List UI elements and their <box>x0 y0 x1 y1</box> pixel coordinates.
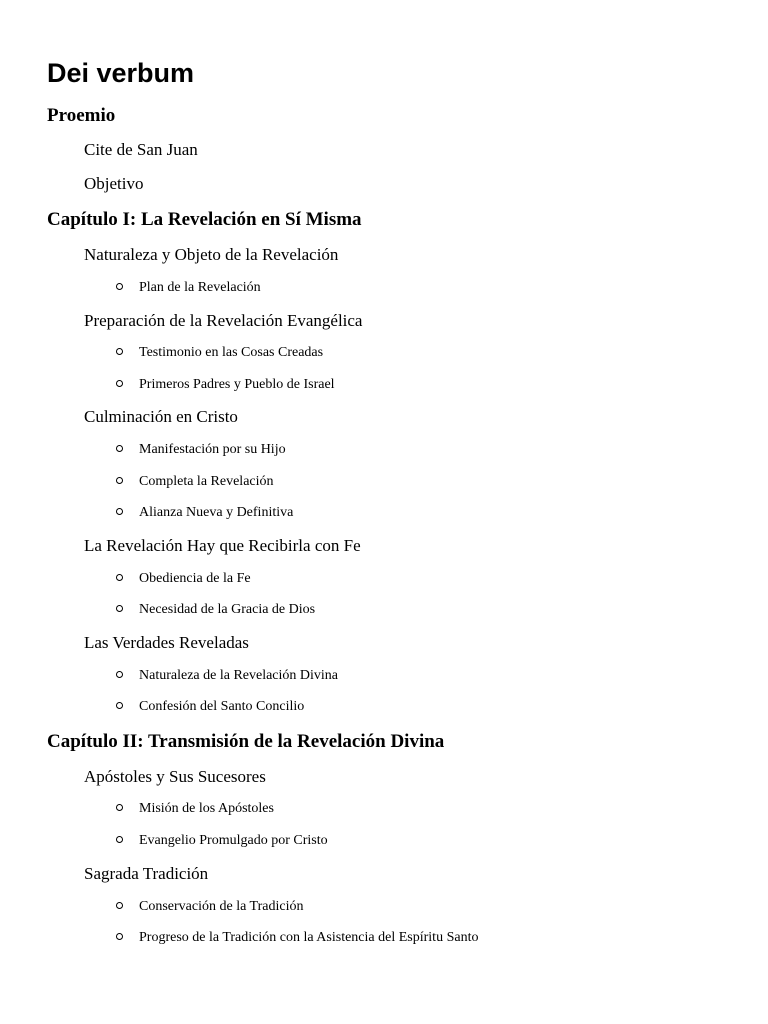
bullet-icon <box>116 605 123 612</box>
bullet-icon <box>116 574 123 581</box>
section-heading-chapter-1: Capítulo I: La Revelación en Sí Misma <box>47 209 362 230</box>
toc-subitem-label: Obediencia de la Fe <box>139 571 251 586</box>
toc-item: La Revelación Hay que Recibirla con Fe <box>84 536 361 555</box>
bullet-icon <box>116 902 123 909</box>
toc-subitem <box>116 344 324 362</box>
bullet-icon <box>116 804 123 811</box>
bullet-icon <box>116 283 123 290</box>
bullet-icon <box>116 508 123 515</box>
toc-item: Apóstoles y Sus Sucesores <box>84 767 266 786</box>
bullet-icon <box>116 477 123 484</box>
toc-item: Sagrada Tradición <box>84 864 209 883</box>
toc-subitem <box>116 898 304 916</box>
toc-subitem-label: Completa la Revelación <box>139 474 274 489</box>
toc-item: Objetivo <box>84 174 144 193</box>
bullet-icon <box>116 380 123 387</box>
toc-subitem <box>116 279 261 297</box>
toc-item: Cite de San Juan <box>84 140 198 159</box>
toc-subitem <box>116 698 305 716</box>
toc-subitem-label: Progreso de la Tradición con la Asistencia del Espíritu Santo <box>139 930 479 945</box>
document-title: Dei verbum <box>47 58 195 88</box>
toc-subitem-label: Alianza Nueva y Definitiva <box>139 505 294 520</box>
toc-subitem <box>116 667 339 685</box>
bullet-icon <box>116 933 123 940</box>
toc-subitem-label: Necesidad de la Gracia de Dios <box>139 602 316 617</box>
toc-item: Naturaleza y Objeto de la Revelación <box>84 245 339 264</box>
section-heading-chapter-2: Capítulo II: Transmisión de la Revelación Divina <box>47 731 445 752</box>
toc-subitem-label: Plan de la Revelación <box>139 280 261 295</box>
toc-subitem <box>116 832 328 850</box>
bullet-icon <box>116 836 123 843</box>
toc-subitem <box>116 441 286 459</box>
toc-subitem-label: Testimonio en las Cosas Creadas <box>139 345 324 360</box>
toc-subitem <box>116 570 251 588</box>
toc-subitem <box>116 473 274 491</box>
bullet-icon <box>116 702 123 709</box>
toc-subitem <box>116 601 316 619</box>
toc-subitem-label: Naturaleza de la Revelación Divina <box>139 668 339 683</box>
toc-subitem <box>116 504 294 522</box>
toc-subitem <box>116 929 479 947</box>
toc-subitem-label: Misión de los Apóstoles <box>139 801 274 816</box>
toc-subitem-label: Manifestación por su Hijo <box>139 442 286 457</box>
toc-subitem-label: Confesión del Santo Concilio <box>139 699 305 714</box>
toc-item: Preparación de la Revelación Evangélica <box>84 311 363 330</box>
section-heading-proemio: Proemio <box>47 105 116 126</box>
toc-subitem-label: Conservación de la Tradición <box>139 899 304 914</box>
toc-subitem-label: Primeros Padres y Pueblo de Israel <box>139 377 335 392</box>
bullet-icon <box>116 348 123 355</box>
toc-item: Las Verdades Reveladas <box>84 633 249 652</box>
toc-subitem-label: Evangelio Promulgado por Cristo <box>139 833 328 848</box>
toc-subitem <box>116 800 274 818</box>
toc-subitem <box>116 376 335 394</box>
bullet-icon <box>116 671 123 678</box>
toc-item: Culminación en Cristo <box>84 407 238 426</box>
bullet-icon <box>116 445 123 452</box>
